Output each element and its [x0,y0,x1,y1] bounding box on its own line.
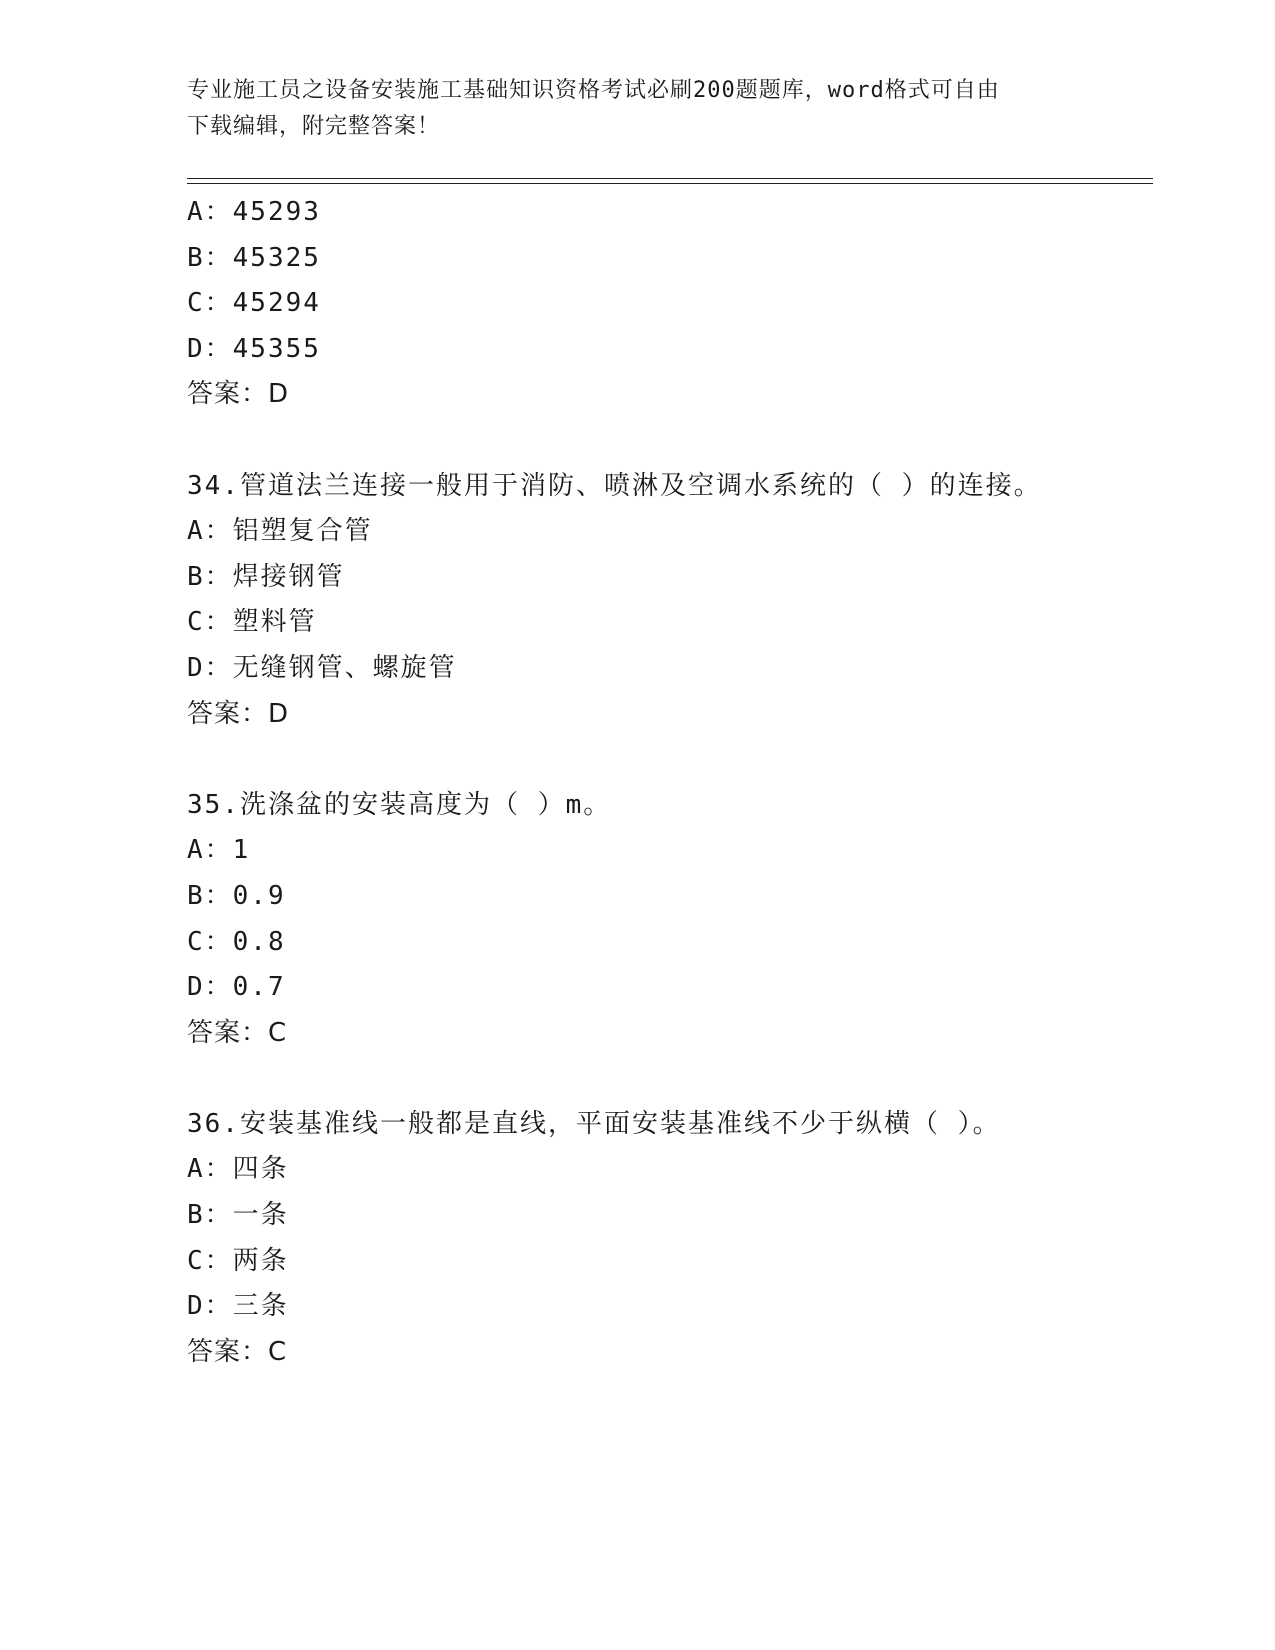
question-36 [187,1102,1153,1376]
question-34 [187,464,1153,738]
option-b: B：45325 [187,242,321,273]
answer: 答案：D [187,698,290,729]
option-d: D：无缝钢管、螺旋管 [187,652,457,683]
option-a: A：45293 [187,197,321,227]
answer: 答案：C [187,1017,288,1048]
header-divider-bottom [187,183,1153,184]
question-stem: 36.安装基准线一般都是直线，平面安装基准线不少于纵横（ ）。 [187,1108,1001,1139]
option-d: D：三条 [187,1291,289,1322]
option-a: A：1 [187,835,251,866]
spacer [187,1056,1153,1102]
question-33 [187,190,1153,418]
option-c: C：塑料管 [187,607,317,638]
spacer [187,418,1153,464]
option-a: A：铝塑复合管 [187,516,373,547]
document-header [187,73,1087,145]
question-35 [187,783,1153,1057]
answer: 答案：D [187,379,290,410]
option-d: D：45355 [187,333,321,364]
spacer [187,737,1153,783]
header-line-1: 专业施工员之设备安装施工基础知识资格考试必刷200题题库，word格式可自由 [187,78,1000,103]
question-stem: 34.管道法兰连接一般用于消防、喷淋及空调水系统的（ ）的连接。 [187,470,1042,501]
option-a: A：四条 [187,1154,289,1185]
question-list [187,190,1153,1375]
option-c: C：45294 [187,288,321,319]
option-b: B：一条 [187,1200,289,1231]
option-b: B：0.9 [187,880,286,911]
question-stem: 35.洗涤盆的安装高度为（ ）m。 [187,789,612,820]
option-d: D：0.7 [187,972,286,1003]
option-c: C：两条 [187,1245,289,1276]
option-c: C：0.8 [187,926,286,957]
answer: 答案：C [187,1336,288,1367]
option-b: B：焊接钢管 [187,561,345,592]
header-divider-top [187,178,1153,179]
header-line-2: 下载编辑，附完整答案！ [187,114,441,139]
